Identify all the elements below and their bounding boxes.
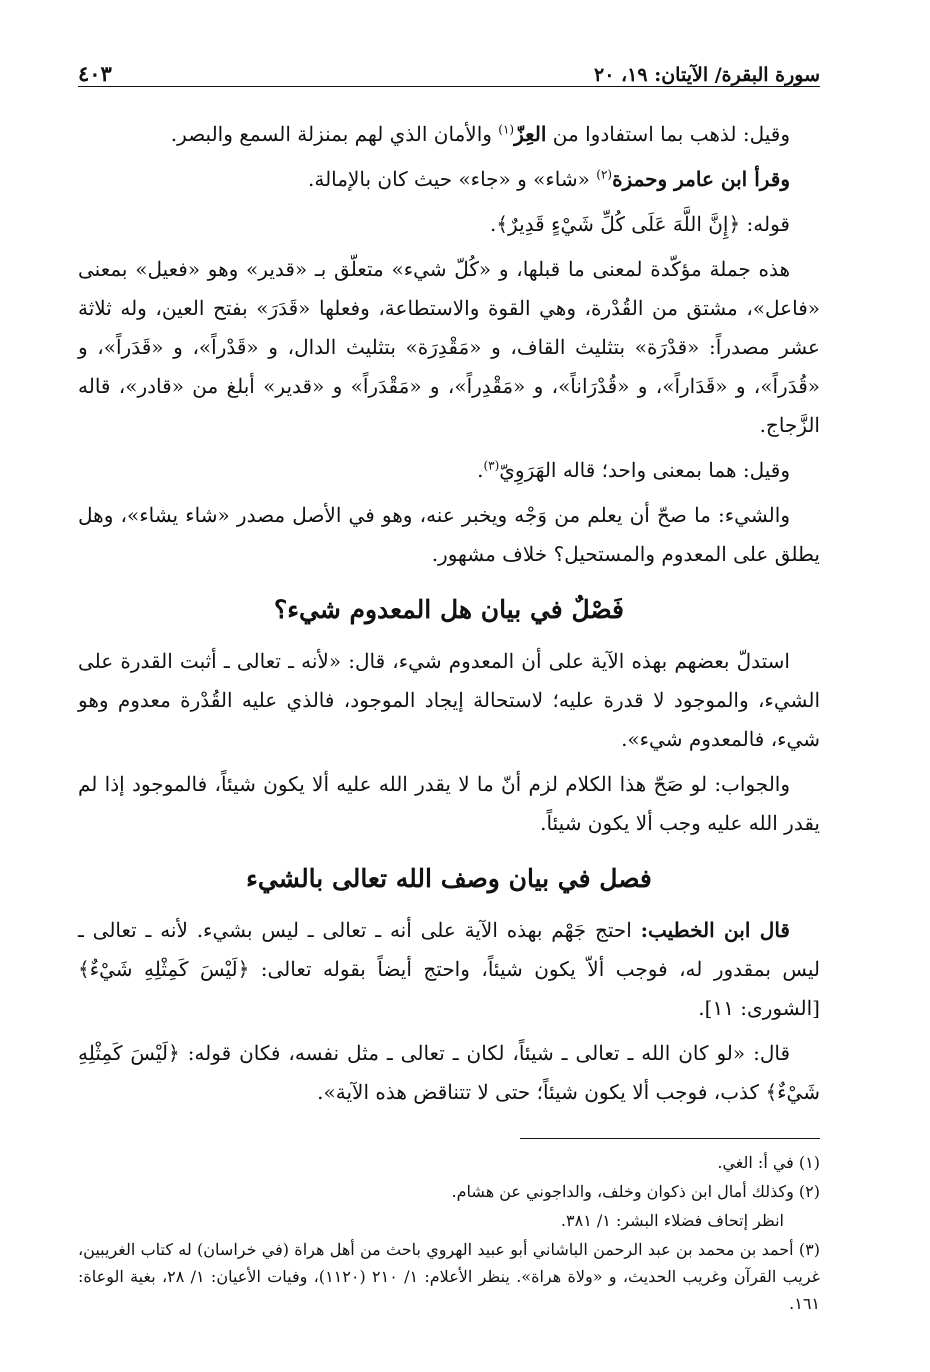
footnote-2: (٢) وكذلك أمال ابن ذكوان وخلف، والداجوني عن هشام. [451,1182,820,1201]
paragraph-1 [78,115,820,154]
section-heading-1: فَصْلٌ في بيان هل المعدوم شيء؟ [273,595,625,624]
paragraph-7: استدلّ بعضهم بهذه الآية على أن المعدوم شيء، قال: «لأنه ـ تعالى ـ أثبت القدرة على الشيء، والموجود لا قدرة عليه؛ لاستحالة إيجاد الموجود، فالذي عليه القُدْرة معدوم وهو شيء، فالمعدوم شيء». [78,649,820,751]
paragraph-10: قال: «لو كان الله ـ تعالى ـ شيئاً، لكان ـ تعالى ـ مثل نفسه، فكان قوله: ﴿لَيْسَ كَمِثْلِهِ شَيْءٌ﴾ كذب، فوجب ألا يكون شيئاً؛ حتى لا تتناقض هذه الآية». [78,1041,820,1104]
paragraph-3: قوله: ﴿إِنَّ اللَّهَ عَلَى كُلِّ شَيْءٍ قَدِيرٌ﴾. [489,212,790,236]
footnote-1: (١) في أ: الغي. [717,1153,820,1172]
footnotes [78,1149,820,1317]
main-text [78,115,820,1112]
footnote-divider [520,1138,820,1139]
bold-term: وقرأ ابن عامر وحمزة [612,167,790,191]
text-run: وقيل: لذهب بما استفادوا من [546,122,790,146]
paragraph-5 [78,451,820,490]
book-page [78,52,820,1319]
header-title: سورة البقرة/ الآيتان: ١٩، ٢٠ [594,64,820,86]
bold-term: العِزّ [514,122,547,146]
footnote-3: (٣) أحمد بن محمد بن عبد الرحمن الباشاني أبو عبيد الهروي باحث من أهل هراة (في خراسان) له كتاب الغريبين، غريب القرآن وغريب الحديث، و «ولاة هراة». ينظر الأعلام: ١/ ٢١٠ (١١٢٠)، وفيات الأعيان: ١/ ٢٨، بغية الوعاة: ١٦١. [78,1240,821,1313]
text-run: «شاء» و «جاء» حيث كان بالإمالة. [307,167,597,191]
text-run: وقيل: هما بمعنى واحد؛ قاله الهَرَوِيّ [499,458,790,482]
paragraph-6: والشيء: ما صحّ أن يعلم من وَجْه ويخبر عنه، وهو في الأصل مصدر «شاء يشاء»، وهل يطلق على المعدوم والمستحيل؟ خلاف مشهور. [78,503,820,566]
footnote-2-reference: انظر إتحاف فضلاء البشر: ١/ ٣٨١. [560,1211,784,1230]
text-run: احتج جَهْم بهذه الآية على أنه ـ تعالى ـ ليس بشيء. لأنه ـ تعالى ـ ليس بمقدور له، فوجب ألاّ يكون شيئاً، واحتج أيضاً بقوله تعالى: ﴿لَيْسَ كَمِثْلِهِ شَيْءٌ﴾ [الشورى: ١١]. [78,918,820,1020]
paragraph-2 [78,160,820,199]
footnote-ref-3: (٣) [483,458,500,473]
footnote-ref-1: (١) [498,122,515,137]
bold-term: قال ابن الخطيب: [640,918,790,942]
section-heading-2: فصل في بيان وصف الله تعالى بالشيء [246,864,652,893]
paragraph-8: والجواب: لو صَحّ هذا الكلام لزم أنّ ما لا يقدر الله عليه ألا يكون شيئاً، فالموجود إذا لم يقدر الله عليه وجب ألا يكون شيئاً. [78,772,820,835]
page-number: ٤٠٣ [78,61,112,86]
paragraph-9 [78,911,820,1028]
running-header [78,52,820,87]
text-run: والأمان الذي لهم بمنزلة السمع والبصر. [170,122,499,146]
footnote-ref-2: (٢) [596,167,613,182]
text-run: . [477,458,484,482]
paragraph-4: هذه جملة مؤكّدة لمعنى ما قبلها، و «كُلّ شيء» متعلّق بـ «قدير» وهو «فعيل» بمعنى «فاعل»، مشتق من القُدْرة، وهي القوة والاستطاعة، وفعلها «قَدَرَ» بفتح العين، وله ثلاثة عشر مصدراً: «قدْرَة» بتثليث القاف، و «مَقْدِرَة» بتثليث الدال، و «قَدْراً»، و «قَدَراً»، و «قُدَراً»، و «قَدَاراً»، و «قُدْرَاناً»، و «مَقْدِراً»، و «مَقْدَراً» و «قدير» أبلغ من «قادر»، قاله الزَّجاج. [78,257,820,437]
